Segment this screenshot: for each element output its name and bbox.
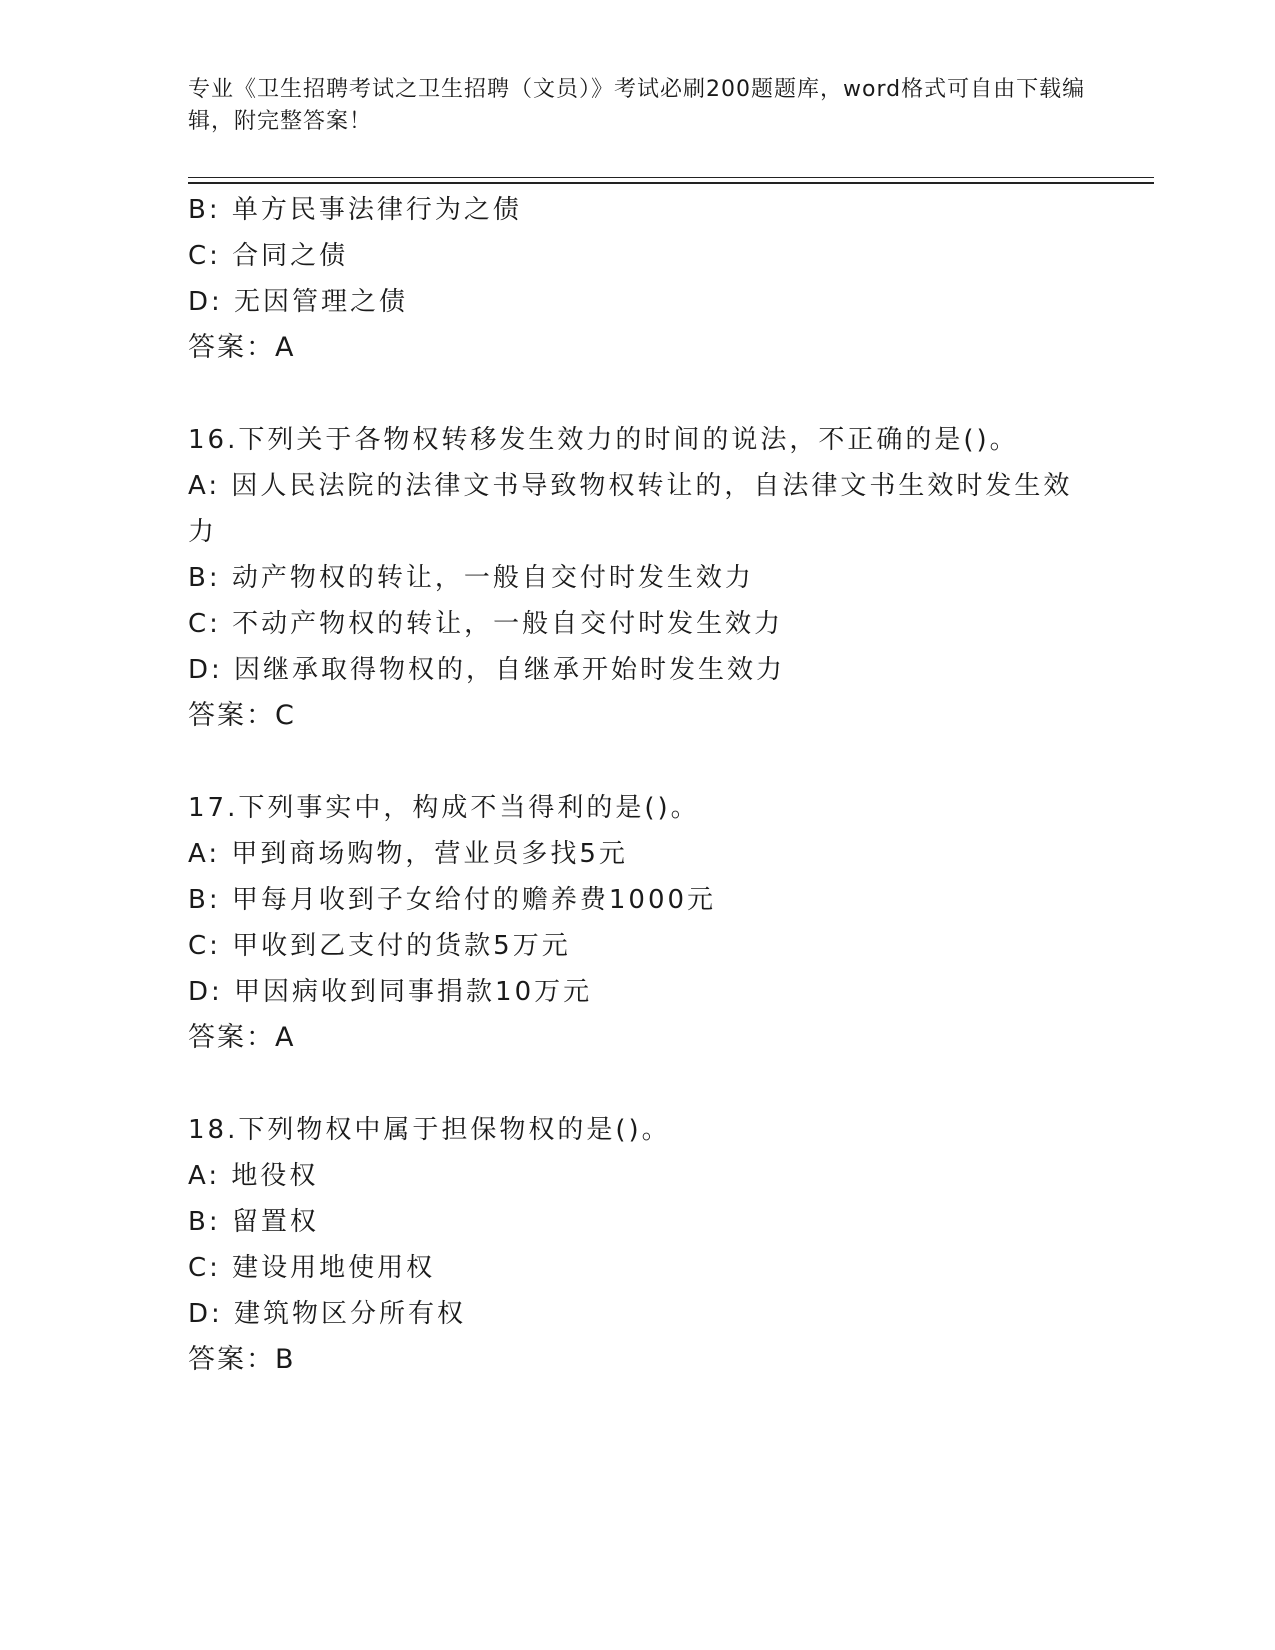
answer-line: 答案：C: [188, 700, 296, 731]
option-c: C: 建设用地使用权: [188, 1253, 436, 1283]
answer-line: 答案：A: [188, 1022, 296, 1053]
option-b: B: 动产物权的转让，一般自交付时发生效力: [188, 563, 754, 593]
option-a: A: 甲到商场购物，营业员多找5元: [188, 839, 628, 869]
question-stem: 16.下列关于各物权转移发生效力的时间的说法，不正确的是()。: [188, 425, 1019, 455]
question-17: [188, 785, 1088, 1061]
question-18: [188, 1107, 1088, 1383]
option-d: D: 建筑物区分所有权: [188, 1299, 467, 1329]
option-b: B: 单方民事法律行为之债: [188, 195, 522, 225]
question-16: [188, 417, 1088, 739]
answer-line: 答案：B: [188, 1344, 296, 1375]
header-rule-thick: [188, 182, 1154, 184]
header-rule-thin: [188, 177, 1154, 178]
spacer: [188, 371, 1088, 417]
option-b: B: 留置权: [188, 1207, 319, 1237]
option-b: B: 甲每月收到子女给付的赡养费1000元: [188, 885, 717, 915]
option-a: A: 因人民法院的法律文书导致物权转让的，自法律文书生效时发生效力: [188, 471, 1073, 547]
option-c: C: 合同之债: [188, 241, 349, 271]
option-c: C: 不动产物权的转让，一般自交付时发生效力: [188, 609, 784, 639]
question-stem: 17.下列事实中，构成不当得利的是()。: [188, 793, 700, 823]
option-d: D: 无因管理之债: [188, 287, 409, 317]
document-header: 专业《卫生招聘考试之卫生招聘（文员）》考试必刷200题题库，word格式可自由下载编辑，附完整答案！: [188, 77, 1086, 134]
spacer: [188, 739, 1088, 785]
option-d: D: 因继承取得物权的，自继承开始时发生效力: [188, 655, 786, 685]
question-stem: 18.下列物权中属于担保物权的是()。: [188, 1115, 671, 1145]
option-a: A: 地役权: [188, 1161, 319, 1191]
option-c: C: 甲收到乙支付的货款5万元: [188, 931, 571, 961]
answer-line: 答案：A: [188, 332, 296, 363]
option-d: D: 甲因病收到同事捐款10万元: [188, 977, 593, 1007]
spacer: [188, 1061, 1088, 1107]
question-15-continued: [188, 187, 1088, 371]
question-list: [188, 187, 1088, 1383]
